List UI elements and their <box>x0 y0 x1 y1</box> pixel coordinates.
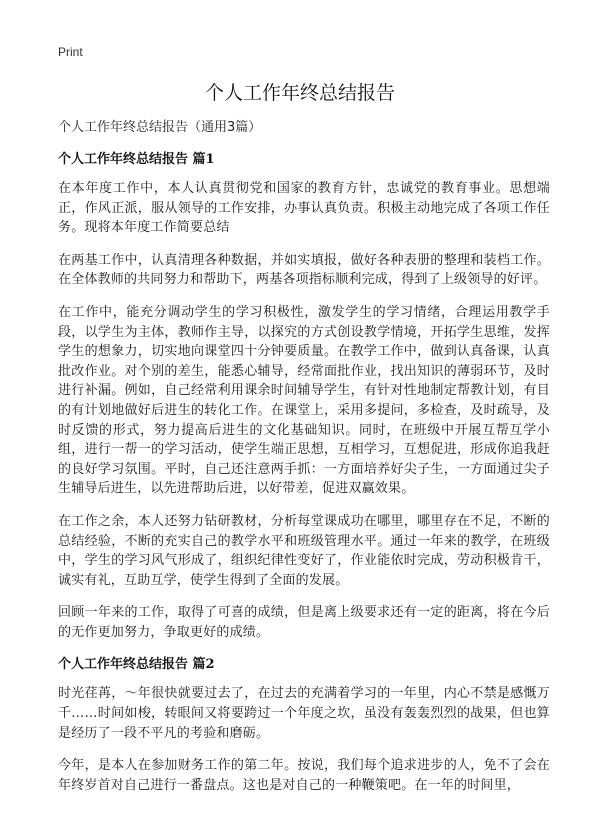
section-2-paragraph-1: 时光荏苒，～年很快就要过去了，在过去的充满着学习的一年里，内心不禁是感慨万千……时间如梭，转眼间又将要跨过一个年度之坎，虽没有轰轰烈烈的战果，但也算是经历了一段不平凡的考验和磨砺。 <box>58 686 550 741</box>
print-label[interactable]: Print <box>58 45 83 59</box>
section-1-paragraph-4: 在工作之余，本人还努力钻研教材，分析每堂课成功在哪里，哪里存在不足，不断的总结经验，不断的充实自己的教学水平和班级管理水平。通过一年来的教学，在班级中，学生的学习风气形成了，组织纪律性变好了，作业能依时完成，劳动积极肯干，诚实有礼，互助互学，使学生得到了全面的发展。 <box>58 513 550 588</box>
section-heading-2: 个人工作年终总结报告 篇2 <box>58 657 215 673</box>
section-1-paragraph-3: 在工作中，能充分调动学生的学习积极性，激发学生的学习情绪，合理运用教学手段，以学生为主体，教师作主导，以探究的方式创设教学情境，开拓学生思维，发挥学生的想象力，切实地向课堂四十分钟要质量。在教学工作中，做到认真备课，认真批改作业。对个别的差生，能悉心辅导，经常面批作业，找出知识的薄弱环节，及时进行补漏。例如，自己经常利用课余时间辅导学生，有针对性地制定帮教计划，有目的有计划地做好后进生的转化工作。在课堂上，采用多提问，多检查，及时疏导，及时反馈的形式，努力提高后进生的文化基础知识。同时，在班级中开展互帮互学小组，进行一帮一的学习活动，使学生端正思想，互相学习，互想促进，形成你追我赶的良好学习氛围。平时，自己还注意两手抓：一方面培养好尖子生，一方面通过尖子生辅导后进生，以先进帮助后进，以好带差，促进双赢效果。 <box>58 304 550 497</box>
document-title: 个人工作年终总结报告 <box>204 82 395 104</box>
section-1-paragraph-2: 在两基工作中，认真清理各种数据，并如实填报，做好各种表册的整理和装档工作。在全体教师的共同努力和帮助下，两基各项指标顺利完成，得到了上级领导的好评。 <box>58 252 550 288</box>
section-1-paragraph-1: 在本年度工作中，本人认真贯彻党和国家的教育方针，忠诚党的教育事业。思想端正，作风正派，服从领导的工作安排，办事认真负责。积极主动地完成了各项工作任务。现将本年度工作简要总结 <box>58 181 550 236</box>
document-subtitle: 个人工作年终总结报告（通用3篇） <box>58 120 262 135</box>
section-1-paragraph-5: 回顾一年来的工作，取得了可喜的成绩，但是离上级要求还有一定的距离，将在今后的无作更加努力，争取更好的成绩。 <box>58 605 550 640</box>
section-2-paragraph-2: 今年，是本人在参加财务工作的第二年。按说，我们每个追求进步的人，免不了会在年终岁首对自己进行一番盘点。这也是对自己的一种鞭策吧。在一年的时间里， <box>58 758 550 793</box>
section-heading-1: 个人工作年终总结报告 篇1 <box>58 152 215 167</box>
document-body <box>58 118 550 808</box>
